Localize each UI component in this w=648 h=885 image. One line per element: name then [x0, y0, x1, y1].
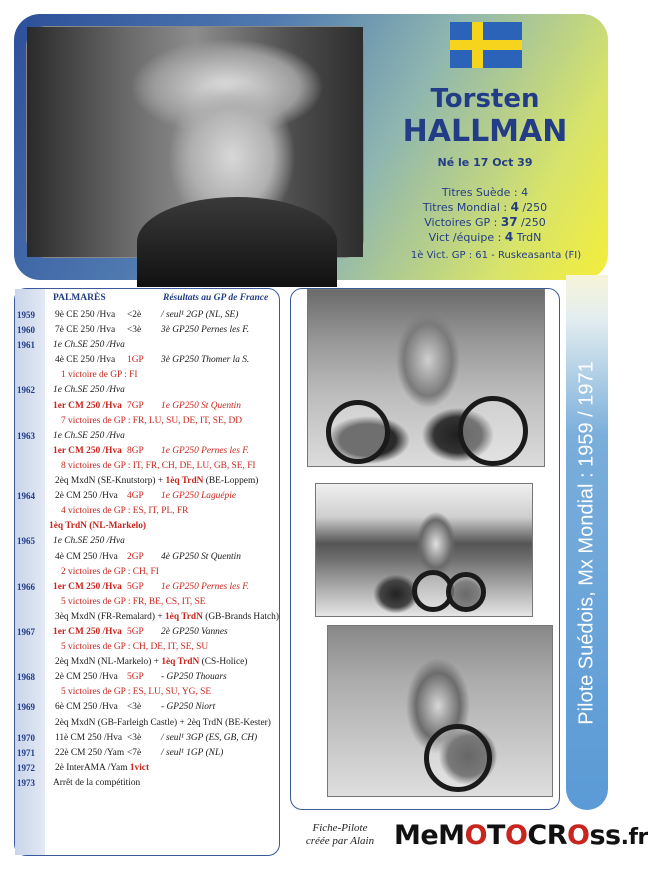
- palmares-row: [15, 670, 281, 685]
- palmares-result: 6è CM 250 /Hva: [55, 702, 118, 713]
- palmares-result: 1e Ch.SE 250 /Hva: [53, 385, 125, 396]
- palmares-result: 5 victoires de GP : CH, DE, IT, SE, SU: [61, 642, 209, 653]
- palmares-gp-count: 5GP: [127, 581, 144, 592]
- palmares-row: [15, 459, 281, 474]
- palmares-gp-count: 2GP: [127, 551, 144, 562]
- palmares-row: [15, 625, 281, 640]
- palmares-result: 1er CM 250 /Hva: [53, 400, 122, 411]
- palmares-result: 2è InterAMA /Yam 1vict: [55, 762, 150, 773]
- race-photo-2: [315, 483, 533, 617]
- palmares-year: 1973: [17, 777, 35, 788]
- palmares-year: 1960: [17, 325, 35, 336]
- palmares-year: 1963: [17, 430, 35, 441]
- palmares-gp-france: / seul¹ 3GP (ES, GB, CH): [161, 732, 258, 743]
- palmares-row: [15, 716, 281, 731]
- rider-first-name: Torsten: [430, 84, 540, 114]
- credit-line-2: créée par Alain: [305, 835, 375, 847]
- palmares-result: 2è CM 250 /Hva: [55, 672, 118, 683]
- birth-date: Né le 17 Oct 39: [437, 156, 533, 169]
- race-photo-3: [327, 625, 553, 797]
- palmares-row: [15, 414, 281, 429]
- palmares-result: 7 victoires de GP : FR, LU, SU, DE, IT, SE, DD: [61, 415, 242, 426]
- palmares-gp-france: 3è GP250 Thomer la S.: [161, 355, 250, 366]
- palmares-gp-france: 1e GP250 Pernes les F.: [161, 445, 250, 456]
- palmares-gp-france: - GP250 Niort: [161, 702, 216, 713]
- palmares-result: 2èq MxdN (NL-Markelo) + 1èq TrdN (CS-Holice): [55, 657, 248, 668]
- palmares-result: 1 victoire de GP : FI: [61, 370, 138, 381]
- palmares-row: [15, 383, 281, 398]
- rider-portrait-photo: [26, 26, 364, 258]
- memotocross-logo: MeMOTOCROss.fr: [394, 820, 648, 851]
- palmares-row: [15, 610, 281, 625]
- stat-vict-equipe: Vict /équipe : 4 TrdN: [428, 230, 542, 244]
- palmares-gp-count: <7è: [127, 747, 142, 758]
- palmares-heading: PALMARÈS: [53, 293, 106, 303]
- palmares-gp-count: 4GP: [127, 491, 144, 502]
- palmares-result: 1er CM 250 /Hva: [53, 445, 122, 456]
- gp-france-heading: Résultats au GP de France: [163, 293, 269, 303]
- sweden-flag-icon: [450, 22, 522, 68]
- career-stats: [380, 186, 590, 245]
- palmares-gp-count: 5GP: [127, 672, 144, 683]
- stat-victoires-gp: Victoires GP : 37 /250: [424, 215, 546, 229]
- credit: [290, 822, 390, 848]
- palmares-row: [15, 519, 281, 534]
- palmares-result: 3èq MxdN (FR-Remalard) + 1èq TrdN (GB-Brands Hatch): [55, 611, 279, 622]
- palmares-row: [15, 731, 281, 746]
- palmares-row: [15, 565, 281, 580]
- wheel-rear: [458, 396, 528, 466]
- palmares-result: 2 victoires de GP : CH, FI: [61, 566, 159, 577]
- palmares-year: 1965: [17, 536, 35, 547]
- palmares-row: [15, 580, 281, 595]
- race-photo-1: [307, 289, 545, 467]
- palmares-result: 1e Ch.SE 250 /Hva: [53, 536, 125, 547]
- palmares-result: 9è CE 250 /Hva: [55, 310, 116, 320]
- palmares-year: 1966: [17, 581, 35, 592]
- palmares-result: 5 victoires de GP : FR, BE, CS, IT, SE: [61, 596, 206, 607]
- palmares-result: 2è CM 250 /Hva: [55, 491, 118, 502]
- palmares-gp-count: <2è: [127, 310, 142, 320]
- palmares-panel: [14, 288, 280, 856]
- palmares-row: [15, 550, 281, 565]
- palmares-gp-count: 5GP: [127, 626, 144, 637]
- palmares-gp-france: 1e GP250 Pernes les F.: [161, 581, 250, 592]
- side-title: [566, 275, 608, 810]
- palmares-year: 1968: [17, 672, 35, 683]
- palmares-row: [15, 444, 281, 459]
- palmares-gp-france: / seul¹ 2GP (NL, SE): [161, 310, 239, 320]
- palmares-year: 1967: [17, 626, 35, 637]
- portrait-shoulders: [137, 197, 337, 287]
- palmares-result: 5 victoires de GP : ES, LU, SU, YG, SE: [61, 687, 212, 698]
- rider-last-name: HALLMAN: [402, 114, 568, 149]
- palmares-row: [15, 655, 281, 670]
- palmares-result: 4è CM 250 /Hva: [55, 551, 118, 562]
- palmares-row: [15, 368, 281, 383]
- palmares-gp-france: 2è GP250 Vannes: [161, 626, 228, 637]
- palmares-result: 1er CM 250 /Hva: [53, 626, 122, 637]
- first-gp-win: 1è Vict. GP : 61 - Ruskeasanta (FI): [410, 250, 582, 261]
- palmares-gp-france: 3è GP250 Pernes les F.: [161, 325, 250, 336]
- wheel-front: [424, 724, 492, 792]
- palmares-result: 7è CE 250 /Hva: [55, 325, 116, 336]
- palmares-gp-france: - GP250 Thouars: [161, 672, 227, 683]
- palmares-row: [15, 776, 281, 791]
- palmares-gp-france: 1e GP250 St Quentin: [161, 400, 241, 411]
- palmares-result: 8 victoires de GP : IT, FR, CH, DE, LU, GB, SE, FI: [61, 460, 256, 471]
- flag-cross-horizontal: [450, 40, 522, 50]
- palmares-year: 1959: [17, 310, 35, 320]
- palmares-row: [15, 761, 281, 776]
- palmares-result: 4 victoires de GP : ES, IT, PL, FR: [61, 506, 189, 517]
- credit-line-1: Fiche-Pilote: [312, 822, 368, 834]
- palmares-result: 11è CM 250 /Hva: [55, 732, 123, 743]
- palmares-gp-france: / seul¹ 1GP (NL): [161, 747, 224, 758]
- palmares-gp-count: 7GP: [127, 400, 144, 411]
- palmares-year: 1961: [17, 340, 35, 351]
- palmares-row: [15, 595, 281, 610]
- palmares-result: Arrêt de la compétition: [53, 777, 141, 788]
- palmares-year: 1969: [17, 702, 35, 713]
- palmares-row: [15, 504, 281, 519]
- palmares-year: 1972: [17, 762, 35, 773]
- palmares-result: 1er CM 250 /Hva: [53, 581, 122, 592]
- palmares-result: 2èq MxdN (GB-Farleigh Castle) + 2èq TrdN (BE-Kester): [55, 717, 271, 728]
- palmares-result: 1e Ch.SE 250 /Hva: [53, 340, 125, 351]
- palmares-row: [15, 308, 281, 323]
- palmares-row: [15, 323, 281, 338]
- palmares-gp-count: <3è: [127, 732, 142, 743]
- palmares-row: [15, 746, 281, 761]
- stat-titres-mondial: Titres Mondial : 4 /250: [422, 200, 548, 214]
- wheel-rear: [446, 572, 486, 612]
- palmares-gp-france: 4è GP250 St Quentin: [161, 551, 241, 562]
- palmares-gp-count: 8GP: [127, 445, 144, 456]
- palmares-row: [15, 685, 281, 700]
- palmares-result: 22è CM 250 /Yam: [55, 747, 125, 758]
- palmares-row: [15, 489, 281, 504]
- wheel-front: [326, 400, 390, 464]
- photos-panel: [290, 288, 560, 810]
- palmares-row: [15, 338, 281, 353]
- palmares-row: [15, 399, 281, 414]
- palmares-year: 1962: [17, 385, 35, 396]
- palmares-result: 1e Ch.SE 250 /Hva: [53, 430, 125, 441]
- palmares-row: [15, 700, 281, 715]
- palmares-gp-count: <3è: [127, 702, 142, 713]
- palmares-result: 1èq TrdN (NL-Markelo): [49, 521, 147, 532]
- palmares-row: [15, 474, 281, 489]
- palmares-result: 4è CE 250 /Hva: [55, 355, 116, 366]
- palmares-row: [15, 640, 281, 655]
- palmares-year: 1964: [17, 491, 35, 502]
- palmares-row: [15, 353, 281, 368]
- palmares-gp-count: <3è: [127, 325, 142, 336]
- palmares-rows: [15, 308, 281, 791]
- palmares-row: [15, 429, 281, 444]
- stat-titres-suede: Titres Suède : 4: [441, 186, 529, 199]
- palmares-result: 2èq MxdN (SE-Knutstorp) + 1èq TrdN (BE-Loppem): [55, 476, 259, 487]
- palmares-year: 1970: [17, 732, 35, 743]
- palmares-row: [15, 534, 281, 549]
- palmares-gp-france: 1e GP250 Laguépie: [161, 491, 236, 502]
- side-title-text: Pilote Suédois, Mx Mondial : 1959 / 1971: [575, 360, 598, 725]
- palmares-year: 1971: [17, 747, 35, 758]
- palmares-gp-count: 1GP: [127, 355, 144, 366]
